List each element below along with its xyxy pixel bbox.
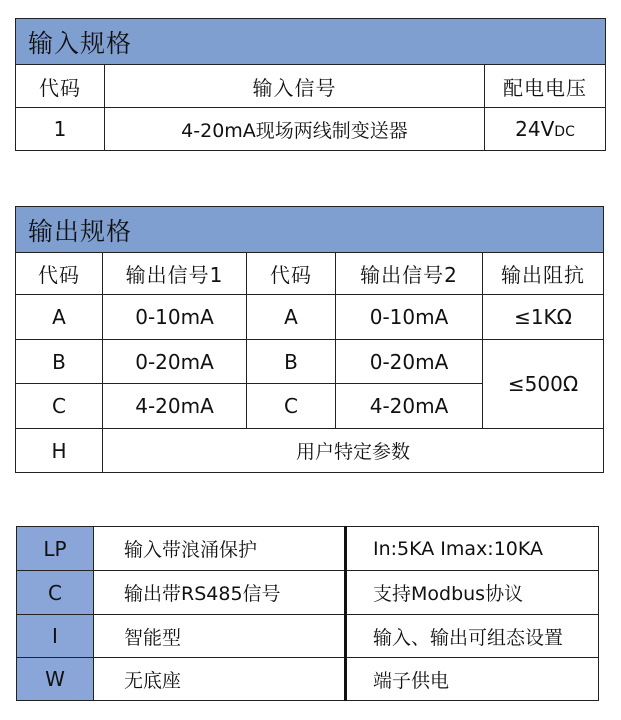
impedance-high: ≤500Ω (483, 340, 604, 429)
option-detail: 端子供电 (346, 658, 599, 701)
output-signal-2: 0-10mA (336, 295, 483, 340)
table-row (16, 295, 604, 340)
option-desc: 输入带浪涌保护 (94, 527, 346, 571)
impedance-low: ≤1KΩ (483, 295, 604, 340)
option-code: C (17, 571, 94, 615)
header-output-signal-1: 输出信号1 (103, 253, 247, 295)
table-row (16, 429, 604, 473)
custom-params: 用户特定参数 (103, 429, 604, 473)
output-signal-2: 0-20mA (336, 340, 483, 384)
code-1: C (16, 384, 103, 429)
output-signal-1: 0-20mA (103, 340, 247, 384)
option-desc: 输出带RS485信号 (94, 571, 346, 615)
input-signal: 4-20mA现场两线制变送器 (105, 108, 485, 151)
option-code: I (17, 615, 94, 658)
voltage-main: 24V (515, 117, 555, 141)
header-code-2: 代码 (247, 253, 336, 295)
code-2: B (247, 340, 336, 384)
output-spec-title: 输出规格 (16, 207, 604, 253)
options-table (16, 526, 599, 701)
table-row (17, 615, 599, 658)
voltage-sub: DC (554, 124, 575, 140)
header-supply-voltage: 配电电压 (485, 65, 606, 108)
option-detail: 输入、输出可组态设置 (346, 615, 599, 658)
option-desc: 无底座 (94, 658, 346, 701)
code-2: A (247, 295, 336, 340)
header-output-impedance: 输出阻抗 (483, 253, 604, 295)
output-spec-table (15, 206, 604, 473)
supply-voltage (485, 108, 606, 151)
header-code-1: 代码 (16, 253, 103, 295)
input-code: 1 (16, 108, 105, 151)
output-signal-2: 4-20mA (336, 384, 483, 429)
table-row (17, 527, 599, 571)
header-code: 代码 (16, 65, 105, 108)
option-detail: In:5KA Imax:10KA (346, 527, 599, 571)
code-2: C (247, 384, 336, 429)
option-detail: 支持Modbus协议 (346, 571, 599, 615)
input-spec-table (15, 18, 606, 151)
option-code: W (17, 658, 94, 701)
table-row (17, 571, 599, 615)
header-output-signal-2: 输出信号2 (336, 253, 483, 295)
table-row (16, 340, 604, 384)
header-input-signal: 输入信号 (105, 65, 485, 108)
output-signal-1: 0-10mA (103, 295, 247, 340)
code-1: B (16, 340, 103, 384)
option-code: LP (17, 527, 94, 571)
code-1: A (16, 295, 103, 340)
custom-code: H (16, 429, 103, 473)
output-signal-1: 4-20mA (103, 384, 247, 429)
input-spec-title: 输入规格 (16, 19, 606, 65)
option-desc: 智能型 (94, 615, 346, 658)
table-row (17, 658, 599, 701)
